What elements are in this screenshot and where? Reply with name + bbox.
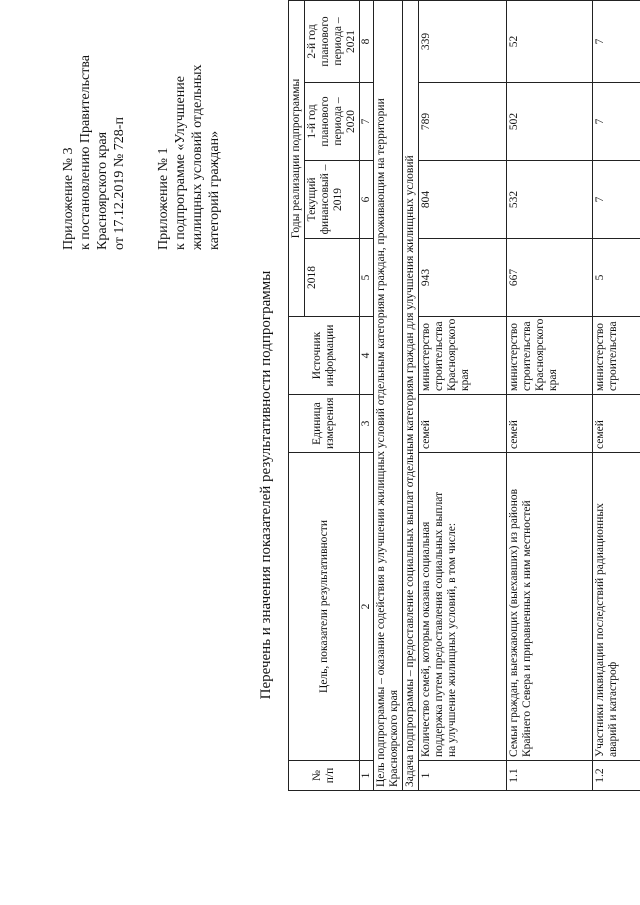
indicator-text: Семьи граждан, выезжающих (выехавших) из районов [508,488,520,757]
header-text: информации [324,324,336,387]
indicator-text: аварий и катастроф [607,661,619,757]
header-2018: 2018 [305,239,360,317]
column-number: 8 [360,0,374,82]
value-2018: 667 [507,239,593,317]
goal-row [374,0,403,790]
header-text: Источник [311,331,323,380]
appendix-line: Приложение № 1 [156,147,171,250]
header-text: Текущий [306,177,318,222]
column-number: 3 [360,395,374,453]
indicator-text: Крайнего Севера и приравненных к ним местностей [521,500,533,757]
header-text: Единица [311,402,323,445]
header-text: периода – [332,17,344,66]
header-text: 2020 [345,110,357,133]
indicator-text: Участники ликвидации последствий радиационных [594,503,606,757]
header-text: 2021 [345,29,357,53]
appendix-line: Приложение № 3 [61,147,76,250]
row-indicator [593,453,640,761]
column-number: 4 [360,317,374,395]
appendix-line: Красноярского края [95,131,110,250]
column-number: 6 [360,161,374,239]
row-indicator [507,453,593,761]
source-text: Красноярского [534,318,546,391]
appendix-line: к подпрограмме «Улучшение [173,76,188,250]
goal-text: Красноярского края [388,690,400,787]
value-2021: 7 [593,0,640,82]
header-years-group: Годы реализации подпрограммы [289,0,305,316]
value-2020: 7 [593,83,640,161]
indicator-text: поддержка путем предоставления социальных выплат [433,491,445,757]
value-2021: 339 [419,0,507,82]
header-2021 [305,0,360,82]
column-number: 2 [360,453,374,761]
header-text: планового [319,16,331,67]
source-text: министерство [508,323,520,391]
value-2018: 943 [419,239,507,317]
source-text: края [547,369,559,391]
task-row [403,0,419,790]
value-2019: 532 [507,161,593,239]
header-text: № [311,770,323,781]
appendix-3-block [60,55,128,250]
source-text: строительства [521,321,533,391]
value-2018: 5 [593,239,640,317]
appendix-line: категорий граждан» [207,130,222,250]
source-text: края [459,369,471,391]
value-2021: 52 [507,0,593,82]
appendix-1-block [155,65,223,250]
header-2019 [305,161,360,239]
header-goal: Цель, показатели результативности [289,453,360,761]
row-num: 1.2 [593,761,640,791]
value-2020: 789 [419,83,507,161]
header-text: п/п [324,767,336,784]
row-unit: семей [507,395,593,453]
header-text: финансовый – [319,164,331,235]
appendix-line: к постановлению Правительства [78,54,93,250]
header-text: 1-й год [306,104,318,139]
header-text: планового [319,96,331,147]
header-source [289,317,360,395]
header-text: 2019 [332,188,344,211]
row-num: 1.1 [507,761,593,791]
row-source [593,317,640,395]
table-row [419,0,507,790]
table-row [507,0,593,790]
column-number: 1 [360,761,374,791]
row-source [419,317,507,395]
header-text: 2-й год [306,24,318,59]
appendix-line: от 17.12.2019 № 728-п [112,117,127,250]
row-unit: семей [593,395,640,453]
header-2020 [305,83,360,161]
indicator-text: Количество семей, которым оказана социальная [420,521,432,757]
source-text: министерство [594,323,606,391]
document-title: Перечень и значения показателей результативности подпрограммы [258,270,274,700]
indicator-text: на улучшение жилищных условий, в том числе: [446,522,458,757]
value-2020: 502 [507,83,593,161]
header-row [289,0,305,790]
task-cell: Задача подпрограммы – предоставление социальных выплат отдельным категориям граждан для улучшения жилищных условий [403,0,419,790]
row-source [507,317,593,395]
header-unit [289,395,360,453]
row-indicator [419,453,507,761]
value-2019: 7 [593,161,640,239]
goal-cell [374,0,403,790]
row-unit: семей [419,395,507,453]
source-text: строительства [433,321,445,391]
source-text: Красноярского [446,318,458,391]
source-text: министерство [420,323,432,391]
header-num [289,761,360,791]
appendix-line: жилищных условий отдельных [190,64,205,250]
value-2019: 804 [419,161,507,239]
header-text: измерения [324,397,336,449]
row-num: 1 [419,761,507,791]
source-text: строительства [607,321,619,391]
column-number-row [360,0,374,790]
table-row [593,0,640,790]
goal-text: Цель подпрограммы – оказание содействия в улучшении жилищных условий отдельным категориям граждан, проживающим на территории [375,98,387,787]
indicators-table [288,0,640,791]
column-number: 5 [360,239,374,317]
header-text: периода – [332,97,344,146]
column-number: 7 [360,83,374,161]
